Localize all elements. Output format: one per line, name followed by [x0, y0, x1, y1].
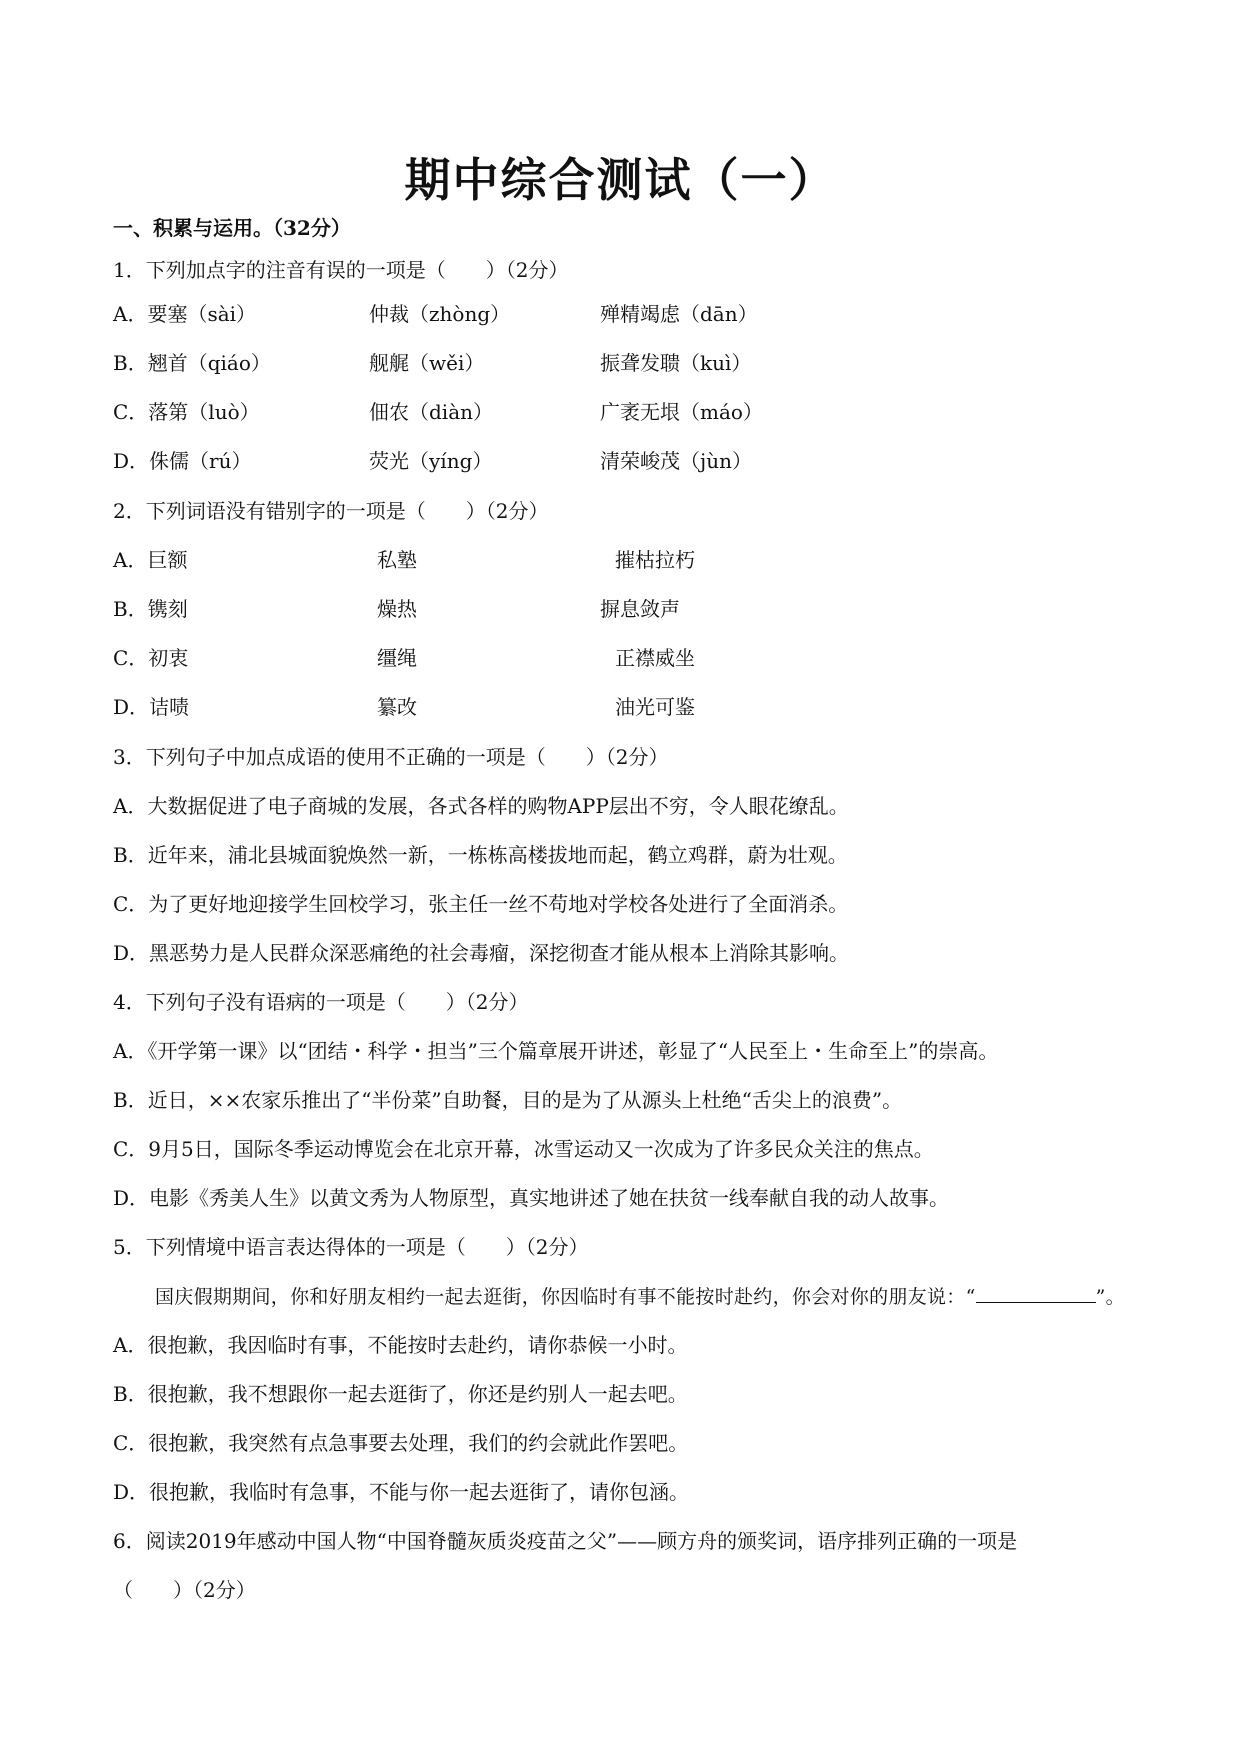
option-cell: 佃农（diàn）	[369, 400, 494, 424]
situation-end: ”。	[1095, 1286, 1125, 1308]
question-4-stem: 4．下列句子没有语病的一项是（ ）（2分）	[113, 990, 529, 1014]
option-cell: 缰绳	[377, 646, 417, 670]
option-cell: 仲裁（zhòng）	[369, 302, 511, 326]
question-4-option-d: D．电影《秀美人生》以黄文秀为人物原型，真实地讲述了她在扶贫一线奉献自我的动人故事。	[113, 1186, 950, 1210]
question-5-option-b: B．很抱歉，我不想跟你一起去逛街了，你还是约别人一起去吧。	[113, 1382, 688, 1406]
option-cell: A．要塞（sài）	[113, 302, 257, 326]
option-cell: 正襟威坐	[615, 646, 695, 670]
option-cell: B．镌刻	[113, 597, 188, 621]
option-cell: C．落第（luò）	[113, 400, 260, 424]
question-6-stem: 6．阅读2019年感动中国人物“中国脊髓灰质炎疫苗之父”——顾方舟的颁奖词，语序排列正确的一项是	[113, 1529, 1018, 1553]
situation-text: 国庆假期期间，你和好朋友相约一起去逛街，你因临时有事不能按时赴约，你会对你的朋友说：“	[155, 1286, 976, 1308]
question-5-option-c: C．很抱歉，我突然有点急事要去处理，我们的约会就此作罢吧。	[113, 1431, 689, 1455]
option-cell: 摧枯拉朽	[615, 548, 695, 572]
answer-blank	[976, 1282, 1096, 1303]
question-3-option-c: C．为了更好地迎接学生回校学习，张主任一丝不苟地对学校各处进行了全面消杀。	[113, 892, 849, 916]
question-3-option-b: B．近年来，浦北县城面貌焕然一新，一栋栋高楼拔地而起，鹤立鸡群，蔚为壮观。	[113, 843, 848, 867]
option-cell: 清荣峻茂（jùn）	[600, 449, 752, 473]
question-2-stem: 2．下列词语没有错别字的一项是（ ）（2分）	[113, 499, 549, 523]
option-cell: 舰艉（wěi）	[369, 351, 485, 375]
option-cell: 油光可鉴	[615, 695, 695, 719]
question-6-stem-continued: （ ）（2分）	[113, 1578, 256, 1602]
question-5-option-a: A．很抱歉，我因临时有事，不能按时去赴约，请你恭候一小时。	[113, 1333, 688, 1357]
question-4-option-c: C．9月5日，国际冬季运动博览会在北京开幕，冰雪运动又一次成为了许多民众关注的焦点。	[113, 1137, 934, 1161]
option-cell: 私塾	[377, 548, 417, 572]
option-cell: 振聋发聩（kuì）	[600, 351, 752, 375]
question-4-option-a: A．《开学第一课》以“团结・科学・担当”三个篇章展开讲述，彰显了“人民至上・生命至上”的崇高。	[113, 1039, 999, 1063]
option-cell: 摒息敛声	[600, 597, 680, 621]
question-1-stem: 1．下列加点字的注音有误的一项是（ ）（2分）	[113, 258, 569, 282]
question-5-situation	[155, 1282, 1125, 1311]
question-3-option-d: D．黑恶势力是人民群众深恶痛绝的社会毒瘤，深挖彻查才能从根本上消除其影响。	[113, 941, 850, 965]
question-4-option-b: B．近日，××农家乐推出了“半份菜”自助餐，目的是为了从源头上杜绝“舌尖上的浪费”。	[113, 1088, 903, 1112]
option-cell: 荧光（yíng）	[369, 449, 493, 473]
option-cell: D．侏儒（rú）	[113, 449, 252, 473]
question-3-option-a: A．大数据促进了电子商城的发展，各式各样的购物APP层出不穷，令人眼花缭乱。	[113, 794, 849, 818]
question-5-option-d: D．很抱歉，我临时有急事，不能与你一起去逛街了，请你包涵。	[113, 1480, 690, 1504]
option-cell: A．巨额	[113, 548, 188, 572]
page-title: 期中综合测试（一）	[404, 153, 837, 207]
section-heading: 一、积累与运用。（32分）	[113, 216, 351, 240]
option-cell: 广袤无垠（máo）	[600, 400, 763, 424]
option-cell: 殚精竭虑（dān）	[600, 302, 758, 326]
option-cell: C．初衷	[113, 646, 189, 670]
option-cell: B．翘首（qiáo）	[113, 351, 271, 375]
question-3-stem: 3．下列句子中加点成语的使用不正确的一项是（ ）（2分）	[113, 745, 669, 769]
option-cell: 纂改	[377, 695, 417, 719]
option-cell: D．诘啧	[113, 695, 190, 719]
question-5-stem: 5．下列情境中语言表达得体的一项是（ ）（2分）	[113, 1235, 589, 1259]
option-cell: 燥热	[377, 597, 417, 621]
